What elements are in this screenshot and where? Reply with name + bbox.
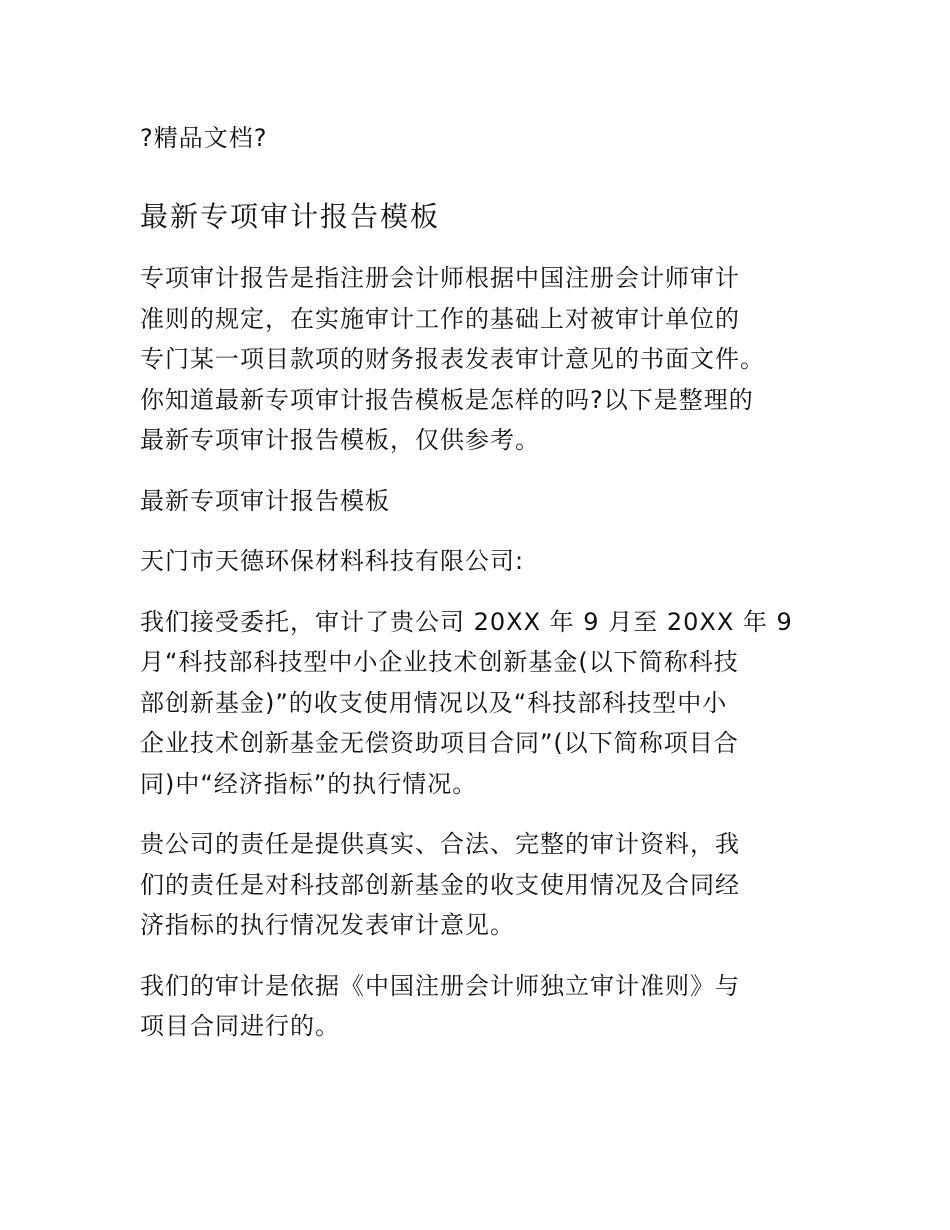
header-mark: ?精品文档?: [140, 124, 268, 152]
paragraph-line: 你知道最新专项审计报告模板是怎样的吗?以下是整理的: [140, 385, 754, 414]
paragraph-line: 项目合同进行的。: [140, 1012, 340, 1040]
paragraph-line: 我们接受委托，审计了贵公司 20XX 年 9 月至 20XX 年 9: [140, 607, 793, 636]
paragraph-line: 贵公司的责任是提供真实、合法、完整的审计资料，我: [140, 830, 740, 858]
paragraph-line: 我们的审计是依据《中国注册会计师独立审计准则》与: [140, 971, 740, 1000]
paragraph-line: 专项审计报告是指注册会计师根据中国注册会计师审计: [140, 264, 740, 292]
paragraph-line: 专门某一项目款项的财务报表发表审计意见的书面文件。: [140, 345, 765, 373]
paragraph-responsibility: [140, 824, 830, 946]
paragraph-line: 准则的规定，在实施审计工作的基础上对被审计单位的: [140, 304, 740, 333]
paragraph-scope: [140, 602, 830, 805]
paragraph-line: 月“科技部科技型中小企业技术创新基金(以下简称科技: [140, 648, 739, 676]
document-body: [140, 258, 830, 1067]
paragraph-line: 天门市天德环保材料科技有限公司:: [140, 547, 525, 575]
paragraph-line: 企业技术创新基金无偿资助项目合同”(以下简称项目合: [140, 729, 739, 757]
paragraph-basis: [140, 966, 830, 1047]
paragraph-line: 最新专项审计报告模板，仅供参考。: [140, 426, 540, 454]
paragraph-line: 们的责任是对科技部创新基金的收支使用情况及合同经: [140, 870, 740, 899]
paragraph-addressee: [140, 541, 830, 582]
paragraph-line: 同)中“经济指标”的执行情况。: [140, 769, 478, 798]
paragraph-line: 部创新基金)”的收支使用情况以及“科技部科技型中小: [140, 688, 728, 717]
page-title: 最新专项审计报告模板: [140, 200, 441, 233]
paragraph-line: 济指标的执行情况发表审计意见。: [140, 911, 515, 939]
paragraph-intro: [140, 258, 830, 461]
paragraph-line: 最新专项审计报告模板: [140, 486, 390, 515]
paragraph-subtitle: [140, 481, 830, 522]
